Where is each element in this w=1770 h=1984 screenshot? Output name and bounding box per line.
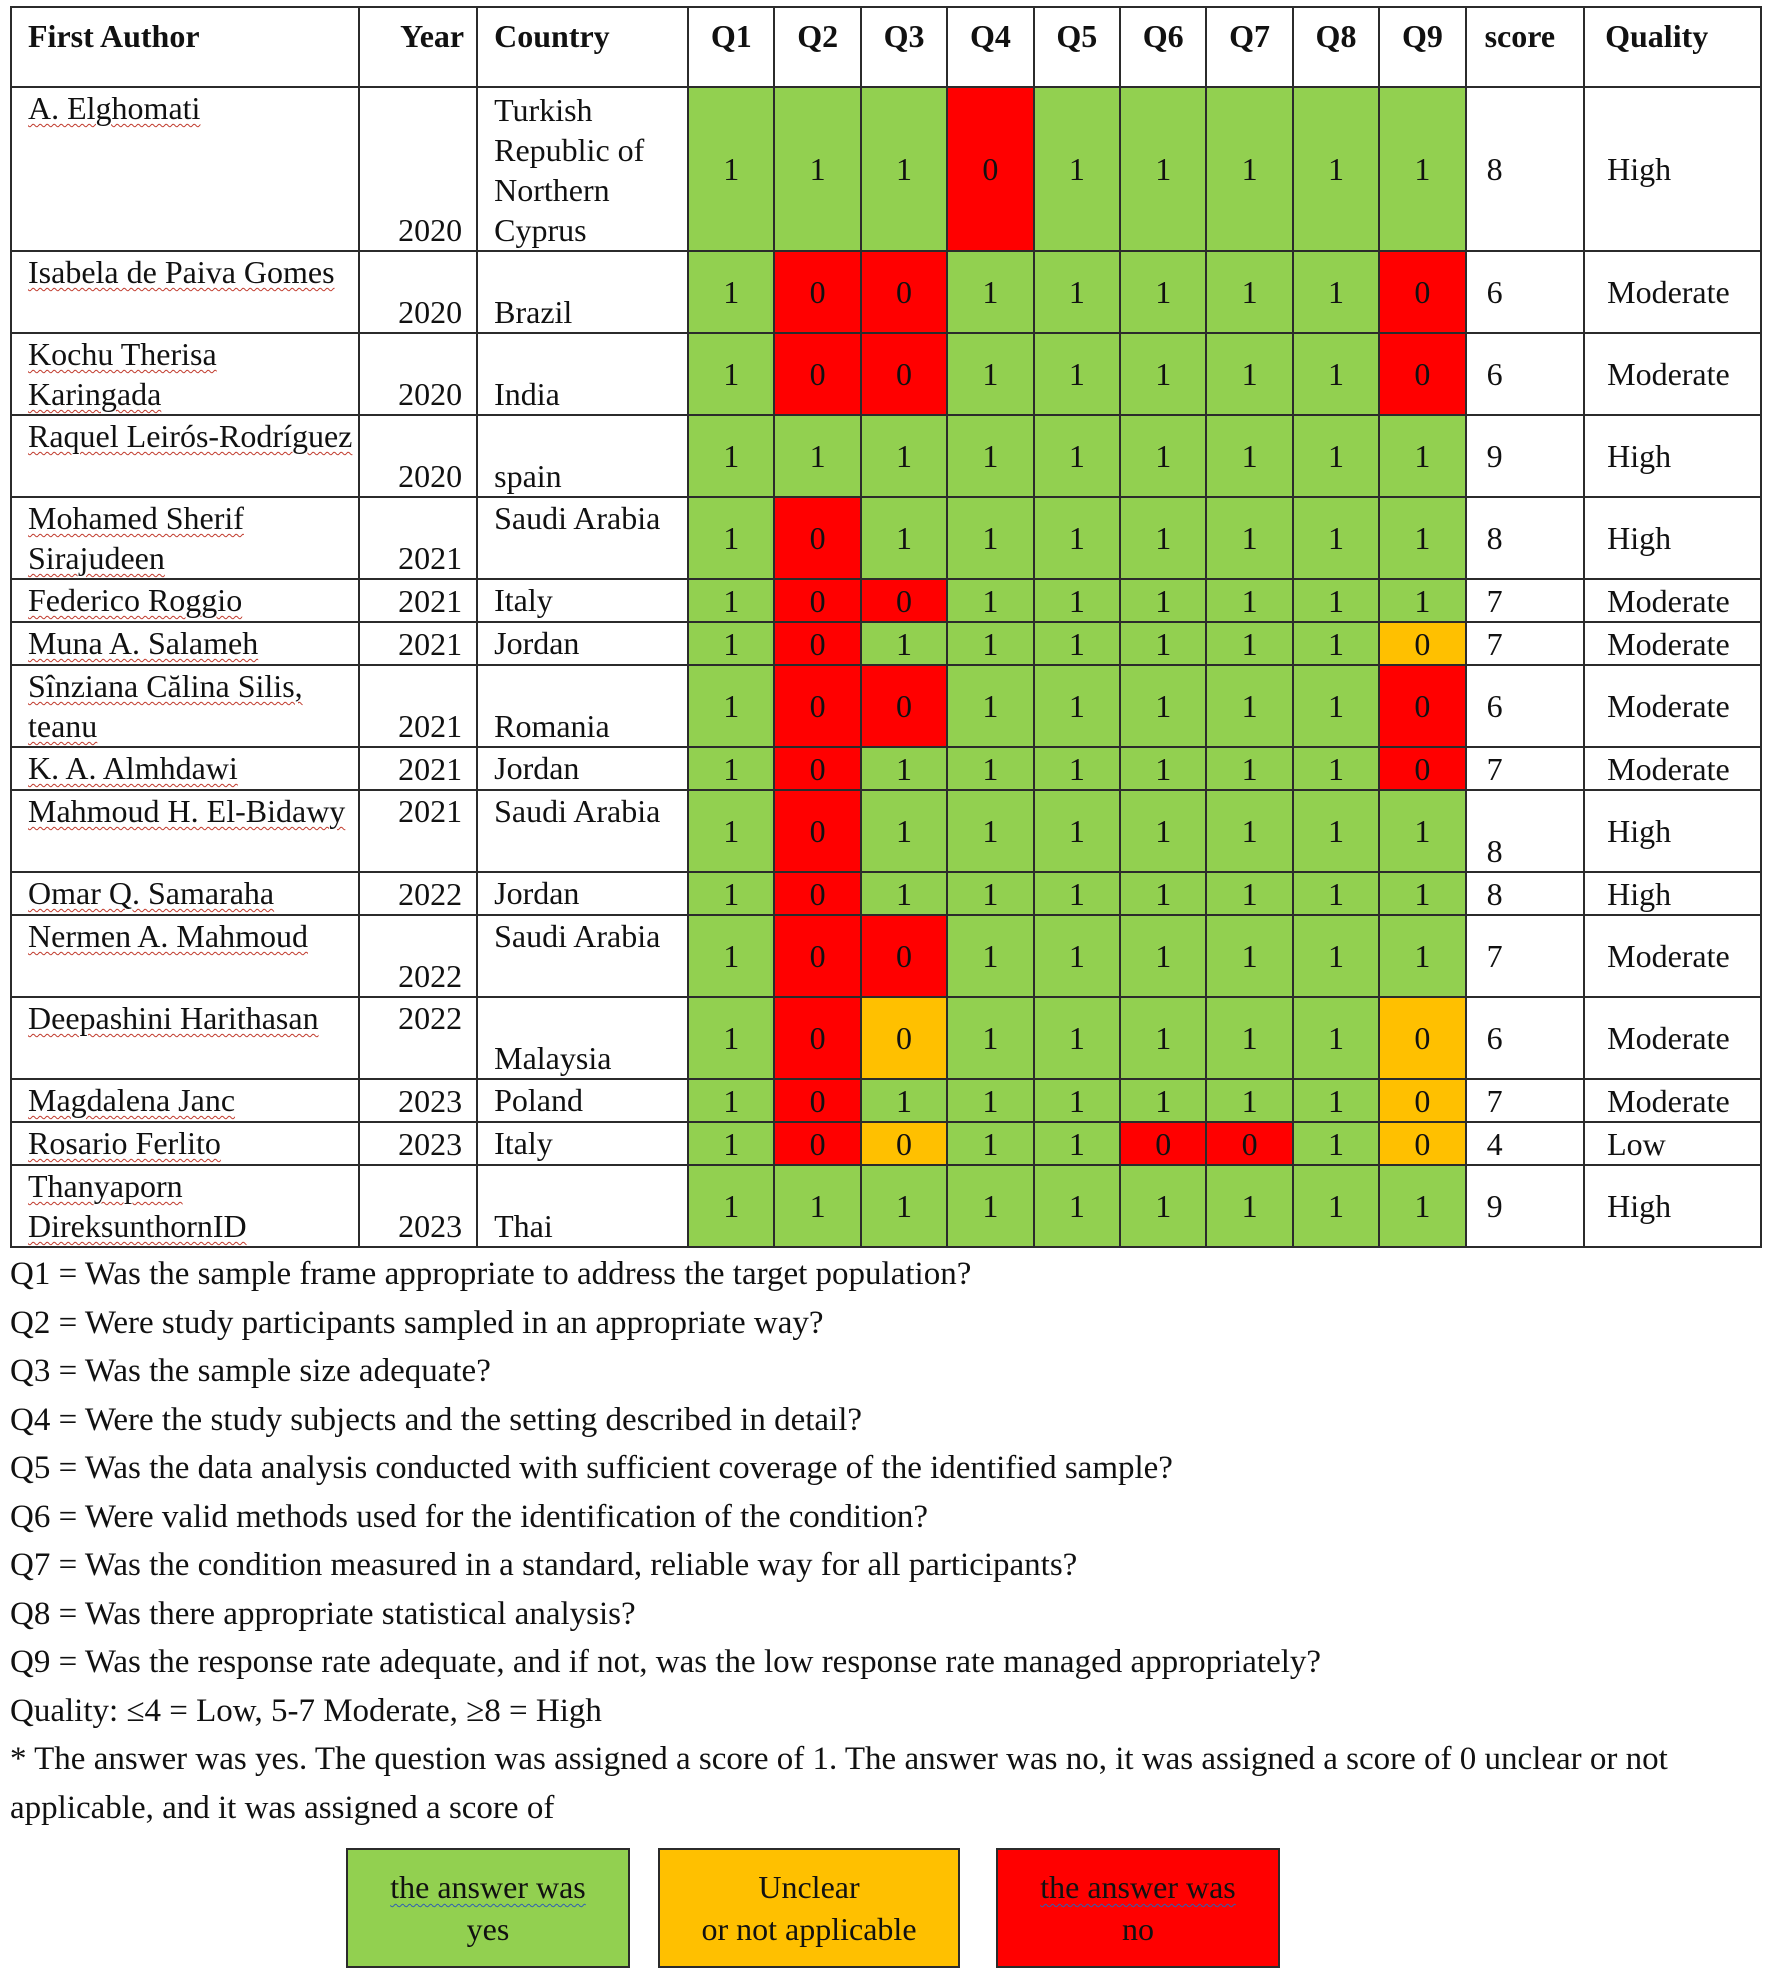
year-cell: 2020 [359,87,478,251]
q4-answer-cell: 1 [947,872,1033,915]
table-body [11,87,1761,1247]
score-cell: 7 [1466,579,1585,622]
q3-answer-cell: 0 [861,665,947,747]
note-q9: Q9 = Was the response rate adequate, and if not, was the low response rate managed appropriately? [10,1644,1322,1680]
table-row [11,1122,1761,1165]
quality-cell: Low [1584,1122,1761,1165]
q8-answer-cell: 1 [1293,333,1379,415]
q8-answer-cell: 1 [1293,790,1379,872]
quality-cell: Moderate [1584,915,1761,997]
q6-answer-cell: 1 [1120,665,1206,747]
q4-answer-cell: 1 [947,915,1033,997]
header-q6: Q6 [1120,7,1206,87]
quality-cell: Moderate [1584,997,1761,1079]
year-cell: 2020 [359,333,478,415]
author-cell [11,579,359,622]
q3-answer-cell: 1 [861,790,947,872]
quality-cell: High [1584,790,1761,872]
q9-answer-cell: 1 [1379,872,1465,915]
author-cell [11,415,359,497]
q4-answer-cell: 1 [947,997,1033,1079]
q3-answer-cell: 1 [861,872,947,915]
author-cell [11,997,359,1079]
q4-answer-cell: 1 [947,665,1033,747]
author-name: A. Elghomati [28,90,201,126]
author-name: Isabela de Paiva Gomes [28,254,335,290]
table-row [11,251,1761,333]
country-cell: Jordan [477,622,688,665]
q4-answer-cell: 1 [947,790,1033,872]
q2-answer-cell: 1 [774,87,860,251]
q9-answer-cell: 0 [1379,622,1465,665]
q9-answer-cell: 1 [1379,915,1465,997]
q4-answer-cell: 1 [947,579,1033,622]
q7-answer-cell: 1 [1206,1165,1292,1247]
header-year: Year [359,7,478,87]
table-row [11,790,1761,872]
note-q1: Q1 = Was the sample frame appropriate to address the target population? [10,1256,972,1292]
table-row [11,1079,1761,1122]
q5-answer-cell: 1 [1034,87,1120,251]
q2-answer-cell: 1 [774,415,860,497]
country-cell: Italy [477,1122,688,1165]
q9-answer-cell: 0 [1379,1122,1465,1165]
author-cell [11,251,359,333]
q8-answer-cell: 1 [1293,997,1379,1079]
q5-answer-cell: 1 [1034,1122,1120,1165]
q7-answer-cell: 1 [1206,915,1292,997]
table-row [11,497,1761,579]
quality-cell: Moderate [1584,747,1761,790]
q1-answer-cell: 1 [688,415,774,497]
table-row [11,415,1761,497]
q4-answer-cell: 1 [947,1079,1033,1122]
country-cell: Brazil [477,251,688,333]
q5-answer-cell: 1 [1034,1165,1120,1247]
score-cell: 7 [1466,622,1585,665]
q8-answer-cell: 1 [1293,665,1379,747]
score-cell: 7 [1466,1079,1585,1122]
quality-cell: Moderate [1584,579,1761,622]
q9-answer-cell: 0 [1379,665,1465,747]
q5-answer-cell: 1 [1034,415,1120,497]
q6-answer-cell: 1 [1120,1165,1206,1247]
q1-answer-cell: 1 [688,333,774,415]
author-name: Federico Roggio [28,582,243,618]
year-cell: 2021 [359,497,478,579]
q7-answer-cell: 1 [1206,87,1292,251]
q8-answer-cell: 1 [1293,747,1379,790]
year-cell: 2023 [359,1165,478,1247]
quality-cell: High [1584,1165,1761,1247]
score-cell: 9 [1466,1165,1585,1247]
q7-answer-cell: 1 [1206,997,1292,1079]
q1-answer-cell: 1 [688,665,774,747]
header-q7: Q7 [1206,7,1292,87]
author-cell [11,790,359,872]
q4-answer-cell: 1 [947,1122,1033,1165]
q4-answer-cell: 1 [947,497,1033,579]
q3-answer-cell: 0 [861,579,947,622]
q6-answer-cell: 1 [1120,790,1206,872]
country-cell: Saudi Arabia [477,915,688,997]
q5-answer-cell: 1 [1034,747,1120,790]
q3-answer-cell: 0 [861,251,947,333]
q2-answer-cell: 0 [774,333,860,415]
legend-unclear-line1: Unclear [758,1869,860,1905]
legend-yes-line2: yes [466,1911,510,1947]
q2-answer-cell: 0 [774,1122,860,1165]
author-name: Omar Q. Samaraha [28,875,275,911]
q3-answer-cell: 1 [861,87,947,251]
author-cell [11,622,359,665]
table-row [11,665,1761,747]
header-q5: Q5 [1034,7,1120,87]
year-cell: 2022 [359,872,478,915]
q1-answer-cell: 1 [688,872,774,915]
q3-answer-cell: 0 [861,997,947,1079]
q2-answer-cell: 0 [774,622,860,665]
author-name: Thanyaporn DireksunthornID [28,1168,247,1244]
q9-answer-cell: 1 [1379,579,1465,622]
country-cell: spain [477,415,688,497]
q5-answer-cell: 1 [1034,622,1120,665]
q5-answer-cell: 1 [1034,915,1120,997]
note-q4: Q4 = Were the study subjects and the setting described in detail? [10,1401,863,1438]
q8-answer-cell: 1 [1293,251,1379,333]
header-quality: Quality [1584,7,1761,87]
header-country: Country [477,7,688,87]
q1-answer-cell: 1 [688,497,774,579]
legend-yes-line1: the answer was [390,1869,586,1905]
score-cell: 6 [1466,665,1585,747]
quality-cell: High [1584,497,1761,579]
author-name: K. A. Almhdawi [28,750,238,786]
score-cell: 8 [1466,872,1585,915]
year-cell: 2022 [359,997,478,1079]
q7-answer-cell: 1 [1206,415,1292,497]
note-q3: Q3 = Was the sample size adequate? [10,1353,491,1389]
author-cell [11,1165,359,1247]
author-name: Sînziana Călina Silis, teanu [28,668,303,744]
q1-answer-cell: 1 [688,997,774,1079]
q9-answer-cell: 1 [1379,497,1465,579]
q3-answer-cell: 1 [861,497,947,579]
q6-answer-cell: 1 [1120,251,1206,333]
country-cell: Turkish Republic of Northern Cyprus [477,87,688,251]
q2-answer-cell: 0 [774,497,860,579]
q2-answer-cell: 1 [774,1165,860,1247]
header-q4: Q4 [947,7,1033,87]
table-row [11,622,1761,665]
q1-answer-cell: 1 [688,251,774,333]
author-cell [11,87,359,251]
q7-answer-cell: 1 [1206,497,1292,579]
q6-answer-cell: 1 [1120,415,1206,497]
q9-answer-cell: 0 [1379,747,1465,790]
table-row [11,87,1761,251]
q4-answer-cell: 0 [947,87,1033,251]
year-cell: 2022 [359,915,478,997]
q7-answer-cell: 0 [1206,1122,1292,1165]
question-notes [10,1250,1760,1832]
table-row [11,997,1761,1079]
q9-answer-cell: 1 [1379,415,1465,497]
table-row [11,747,1761,790]
q9-answer-cell: 1 [1379,87,1465,251]
country-cell: Jordan [477,872,688,915]
q4-answer-cell: 1 [947,747,1033,790]
q9-answer-cell: 0 [1379,997,1465,1079]
author-name: Mahmoud H. El-Bidawy [28,793,346,829]
q8-answer-cell: 1 [1293,497,1379,579]
table-row [11,579,1761,622]
quality-cell: High [1584,415,1761,497]
quality-assessment-table [10,6,1762,1248]
author-cell [11,665,359,747]
q6-answer-cell: 1 [1120,915,1206,997]
q5-answer-cell: 1 [1034,872,1120,915]
q2-answer-cell: 0 [774,747,860,790]
country-cell: Saudi Arabia [477,497,688,579]
score-cell: 4 [1466,1122,1585,1165]
q2-answer-cell: 0 [774,665,860,747]
q3-answer-cell: 1 [861,415,947,497]
q1-answer-cell: 1 [688,1165,774,1247]
country-cell: Poland [477,1079,688,1122]
note-q8: Q8 = Was there appropriate statistical analysis? [10,1595,636,1632]
q7-answer-cell: 1 [1206,622,1292,665]
q1-answer-cell: 1 [688,747,774,790]
q4-answer-cell: 1 [947,1165,1033,1247]
q2-answer-cell: 0 [774,251,860,333]
author-name: Muna A. Salameh [28,625,259,661]
q6-answer-cell: 1 [1120,622,1206,665]
q8-answer-cell: 1 [1293,415,1379,497]
country-cell: Italy [477,579,688,622]
legend-no [996,1848,1280,1968]
q8-answer-cell: 1 [1293,1165,1379,1247]
q2-answer-cell: 0 [774,579,860,622]
q6-answer-cell: 1 [1120,579,1206,622]
q4-answer-cell: 1 [947,415,1033,497]
q3-answer-cell: 1 [861,1079,947,1122]
header-author: First Author [11,7,359,87]
q7-answer-cell: 1 [1206,579,1292,622]
header-q8: Q8 [1293,7,1379,87]
quality-cell: High [1584,872,1761,915]
q6-answer-cell: 1 [1120,872,1206,915]
q5-answer-cell: 1 [1034,1079,1120,1122]
author-cell [11,1079,359,1122]
year-cell: 2021 [359,747,478,790]
author-name: Raquel Leirós-Rodríguez [28,418,353,454]
q5-answer-cell: 1 [1034,790,1120,872]
q5-answer-cell: 1 [1034,497,1120,579]
author-cell [11,1122,359,1165]
q9-answer-cell: 1 [1379,790,1465,872]
q5-answer-cell: 1 [1034,665,1120,747]
quality-cell: Moderate [1584,1079,1761,1122]
q6-answer-cell: 1 [1120,997,1206,1079]
q7-answer-cell: 1 [1206,333,1292,415]
q3-answer-cell: 0 [861,1122,947,1165]
table-row [11,333,1761,415]
author-name: Rosario Ferlito [28,1125,221,1161]
legend-no-line2: no [1122,1911,1154,1947]
q8-answer-cell: 1 [1293,579,1379,622]
table-row [11,915,1761,997]
author-cell [11,872,359,915]
country-cell: India [477,333,688,415]
q7-answer-cell: 1 [1206,747,1292,790]
table-row [11,1165,1761,1247]
q9-answer-cell: 0 [1379,1079,1465,1122]
note-q5: Q5 = Was the data analysis conducted with sufficient coverage of the identified sample? [10,1450,1173,1486]
year-cell: 2021 [359,790,478,872]
score-cell: 7 [1466,747,1585,790]
q6-answer-cell: 1 [1120,87,1206,251]
score-cell: 8 [1466,790,1585,872]
header-q3: Q3 [861,7,947,87]
q3-answer-cell: 1 [861,622,947,665]
year-cell: 2023 [359,1079,478,1122]
q6-answer-cell: 1 [1120,497,1206,579]
author-cell [11,747,359,790]
q8-answer-cell: 1 [1293,87,1379,251]
q8-answer-cell: 1 [1293,1079,1379,1122]
q1-answer-cell: 1 [688,1079,774,1122]
q1-answer-cell: 1 [688,790,774,872]
country-cell: Thai [477,1165,688,1247]
country-cell: Romania [477,665,688,747]
legend-unclear-line2: or not applicable [701,1911,917,1947]
legend-yes [346,1848,630,1968]
year-cell: 2021 [359,579,478,622]
q7-answer-cell: 1 [1206,1079,1292,1122]
year-cell: 2023 [359,1122,478,1165]
q4-answer-cell: 1 [947,622,1033,665]
note-q6: Q6 = Were valid methods used for the identification of the condition? [10,1498,929,1535]
header-q9: Q9 [1379,7,1465,87]
q3-answer-cell: 0 [861,915,947,997]
q7-answer-cell: 1 [1206,872,1292,915]
author-name: Kochu Therisa Karingada [28,336,217,412]
quality-cell: High [1584,87,1761,251]
q9-answer-cell: 0 [1379,251,1465,333]
author-name: Mohamed Sherif Sirajudeen [28,500,244,576]
q5-answer-cell: 1 [1034,333,1120,415]
q2-answer-cell: 0 [774,872,860,915]
score-cell: 6 [1466,251,1585,333]
author-cell [11,915,359,997]
quality-cell: Moderate [1584,665,1761,747]
q5-answer-cell: 1 [1034,579,1120,622]
q2-answer-cell: 0 [774,1079,860,1122]
legend-no-line1: the answer was [1040,1869,1236,1905]
score-cell: 6 [1466,333,1585,415]
q7-answer-cell: 1 [1206,665,1292,747]
score-cell: 6 [1466,997,1585,1079]
q5-answer-cell: 1 [1034,251,1120,333]
quality-cell: Moderate [1584,622,1761,665]
q8-answer-cell: 1 [1293,872,1379,915]
scoring-footnote: * The answer was yes. The question was assigned a score of 1. The answer was no, it was assigned a score of 0 unclear or not applicable, and it was assigned a score of [10,1741,1668,1826]
q1-answer-cell: 1 [688,87,774,251]
q3-answer-cell: 1 [861,1165,947,1247]
color-legend [346,1848,1346,1974]
year-cell: 2020 [359,251,478,333]
q6-answer-cell: 1 [1120,747,1206,790]
author-name: Magdalena Janc [28,1082,236,1118]
score-cell: 8 [1466,87,1585,251]
q4-answer-cell: 1 [947,251,1033,333]
country-cell: Saudi Arabia [477,790,688,872]
q2-answer-cell: 0 [774,915,860,997]
q6-answer-cell: 1 [1120,333,1206,415]
author-name: Deepashini Harithasan [28,1000,319,1036]
score-cell: 9 [1466,415,1585,497]
quality-cell: Moderate [1584,333,1761,415]
q5-answer-cell: 1 [1034,997,1120,1079]
table-row [11,872,1761,915]
q9-answer-cell: 0 [1379,333,1465,415]
q1-answer-cell: 1 [688,579,774,622]
score-cell: 8 [1466,497,1585,579]
q2-answer-cell: 0 [774,997,860,1079]
quality-cell: Moderate [1584,251,1761,333]
author-cell [11,333,359,415]
q6-answer-cell: 1 [1120,1079,1206,1122]
year-cell: 2021 [359,665,478,747]
country-cell: Jordan [477,747,688,790]
header-q2: Q2 [774,7,860,87]
q7-answer-cell: 1 [1206,251,1292,333]
q1-answer-cell: 1 [688,1122,774,1165]
q8-answer-cell: 1 [1293,1122,1379,1165]
header-row [11,7,1761,87]
q4-answer-cell: 1 [947,333,1033,415]
q3-answer-cell: 0 [861,333,947,415]
q7-answer-cell: 1 [1206,790,1292,872]
header-q1: Q1 [688,7,774,87]
note-q7: Q7 = Was the condition measured in a standard, reliable way for all participants? [10,1547,1078,1583]
q1-answer-cell: 1 [688,622,774,665]
q3-answer-cell: 1 [861,747,947,790]
note-q2: Q2 = Were study participants sampled in an appropriate way? [10,1304,824,1341]
q2-answer-cell: 0 [774,790,860,872]
legend-unclear [658,1848,960,1968]
author-cell [11,497,359,579]
year-cell: 2020 [359,415,478,497]
quality-scale-note: Quality: ≤4 = Low, 5-7 Moderate, ≥8 = High [10,1692,602,1729]
q1-answer-cell: 1 [688,915,774,997]
country-cell: Malaysia [477,997,688,1079]
header-score: score [1466,7,1585,87]
year-cell: 2021 [359,622,478,665]
q8-answer-cell: 1 [1293,915,1379,997]
q8-answer-cell: 1 [1293,622,1379,665]
q6-answer-cell: 0 [1120,1122,1206,1165]
q9-answer-cell: 1 [1379,1165,1465,1247]
author-name: Nermen A. Mahmoud [28,918,308,954]
score-cell: 7 [1466,915,1585,997]
